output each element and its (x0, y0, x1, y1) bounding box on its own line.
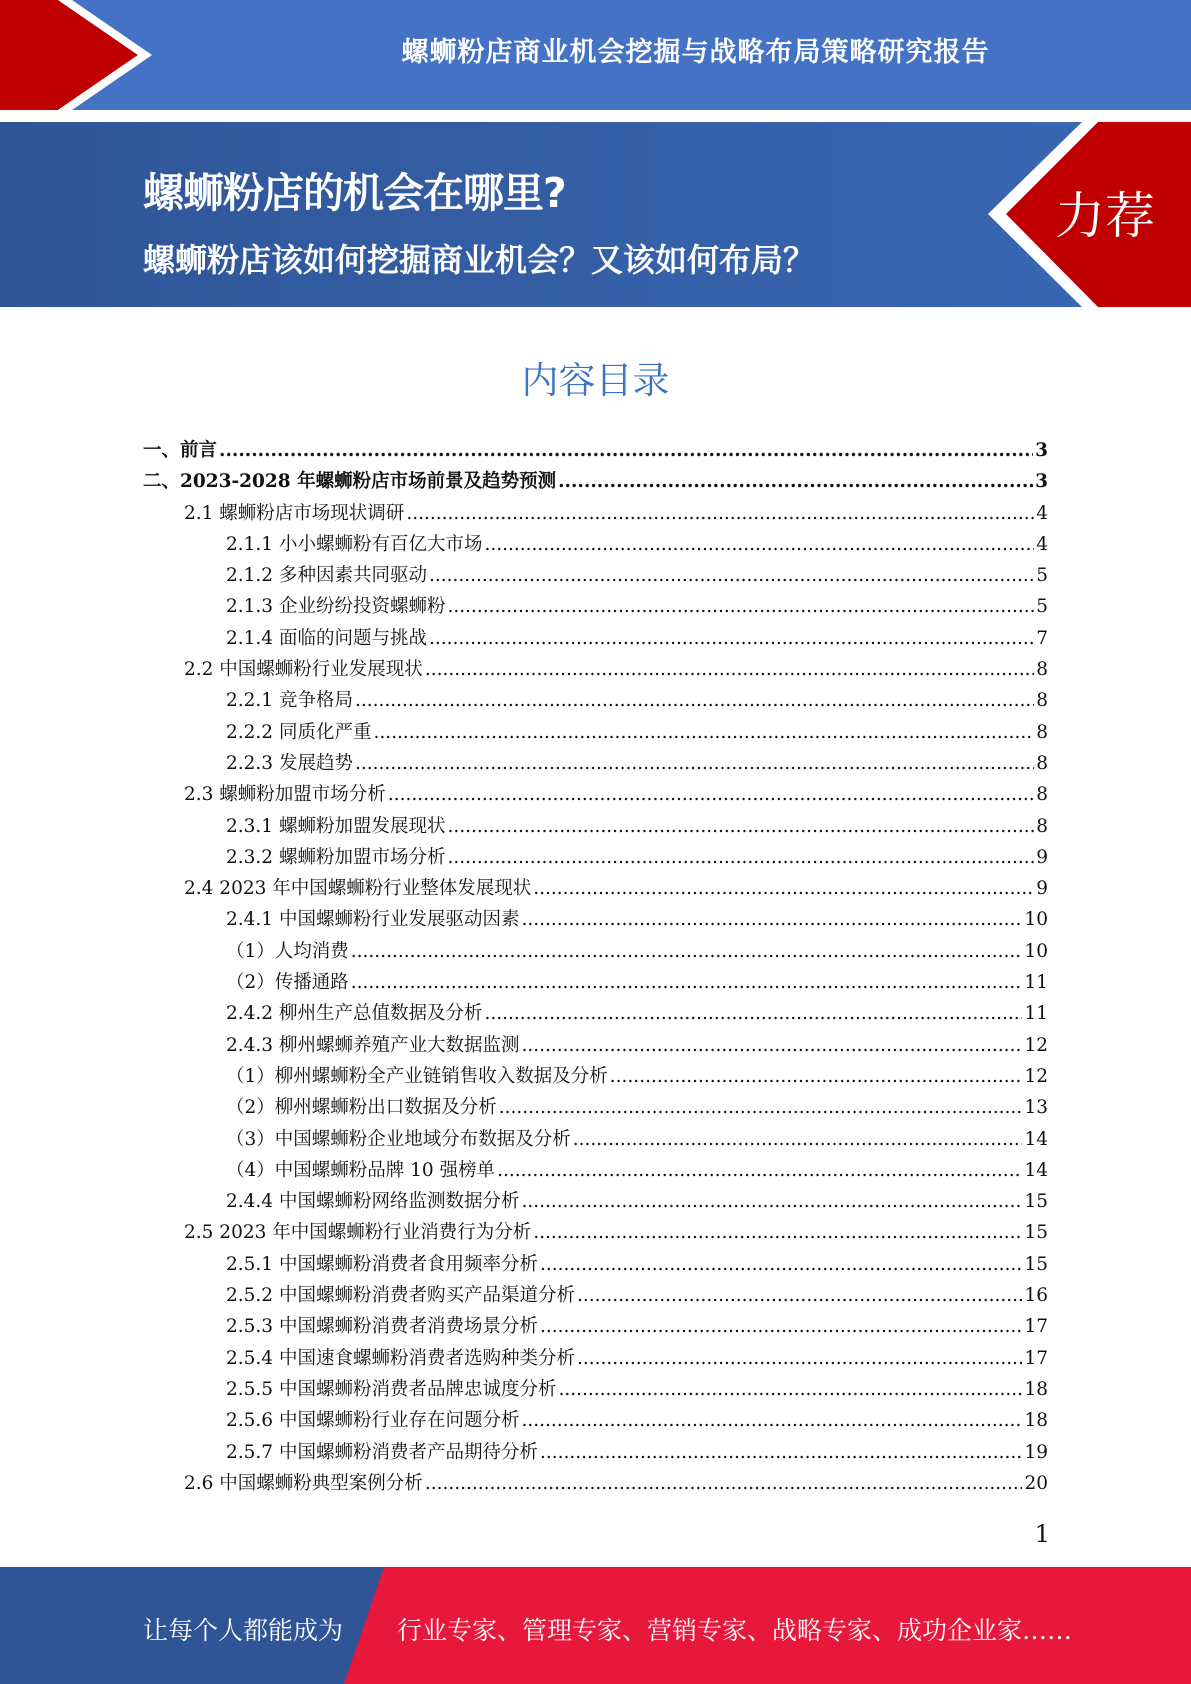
toc-entry[interactable] (143, 905, 1048, 936)
toc-entry-page: 8 (1036, 815, 1048, 837)
toc-entry[interactable] (143, 1093, 1048, 1124)
toc-entry[interactable] (143, 1375, 1048, 1406)
toc-leader-dots (351, 941, 1023, 962)
toc-entry-page: 4 (1036, 502, 1048, 524)
toc-leader-dots (425, 659, 1034, 680)
toc-entry-page: 15 (1024, 1253, 1048, 1275)
toc-entry-page: 10 (1024, 940, 1048, 962)
toc-entry-label: 2.4.3 柳州螺蛳养殖产业大数据监测 (226, 1034, 520, 1056)
toc-entry-label: （2）柳州螺蛳粉出口数据及分析 (226, 1097, 497, 1119)
toc-entry-page: 12 (1024, 1065, 1048, 1087)
toc-leader-dots (521, 1191, 1022, 1212)
toc-leader-dots (484, 534, 1034, 555)
toc-entry[interactable] (143, 1062, 1048, 1093)
toc-entry-page: 9 (1036, 878, 1048, 900)
toc-entry-page: 8 (1036, 659, 1048, 681)
toc-entry[interactable] (143, 1438, 1048, 1469)
toc-entry[interactable] (143, 1344, 1048, 1375)
toc-leader-dots (373, 722, 1034, 743)
toc-leader-dots (521, 1035, 1022, 1056)
toc-entry-label: （4）中国螺蛳粉品牌 10 强榜单 (226, 1159, 496, 1181)
toc-entry-label: 2.2 中国螺蛳粉行业发展现状 (184, 659, 423, 681)
toc-entry-page: 12 (1024, 1034, 1048, 1056)
toc-entry-page: 19 (1024, 1441, 1048, 1463)
toc-entry-page: 17 (1024, 1316, 1048, 1338)
toc-entry-label: 2.5.1 中国螺蛳粉消费者食用频率分析 (226, 1253, 538, 1275)
toc-entry-page: 17 (1024, 1347, 1048, 1369)
toc-leader-dots (351, 972, 1023, 993)
hero-question-2: 螺蛳粉店该如何挖掘商业机会？又该如何布局？ (143, 241, 816, 279)
toc-entry-page: 5 (1036, 596, 1048, 618)
toc-entry[interactable] (143, 561, 1048, 592)
toc-entry[interactable] (143, 686, 1048, 717)
toc-entry[interactable] (143, 1187, 1048, 1218)
toc-entry-page: 13 (1024, 1097, 1048, 1119)
toc-entry-page: 18 (1024, 1410, 1048, 1432)
table-of-contents (143, 436, 1048, 1500)
toc-entry[interactable] (143, 843, 1048, 874)
toc-entry-label: 2.5.2 中国螺蛳粉消费者购买产品渠道分析 (226, 1285, 575, 1307)
toc-entry-label: 二、2023-2028 年螺蛳粉店市场前景及趋势预测 (143, 471, 557, 493)
toc-leader-dots (540, 1254, 1022, 1275)
toc-leader-dots (484, 1003, 1022, 1024)
toc-entry-page: 5 (1036, 565, 1048, 587)
toc-entry-label: （1）柳州螺蛳粉全产业链销售收入数据及分析 (226, 1065, 608, 1087)
toc-entry[interactable] (143, 1312, 1048, 1343)
toc-entry-label: 2.1.3 企业纷纷投资螺蛳粉 (226, 596, 446, 618)
toc-entry-label: 2.2.1 竞争格局 (226, 690, 353, 712)
toc-entry[interactable] (143, 467, 1048, 498)
toc-leader-dots (447, 816, 1034, 837)
toc-entry-label: 2.4.4 中国螺蛳粉网络监测数据分析 (226, 1191, 520, 1213)
toc-entry[interactable] (143, 436, 1048, 467)
toc-entry-label: 2.5.6 中国螺蛳粉行业存在问题分析 (226, 1410, 520, 1432)
footer-slogan-left: 让每个人都能成为 (143, 1616, 344, 1645)
toc-leader-dots (447, 596, 1034, 617)
toc-leader-dots (425, 1473, 1023, 1494)
toc-entry-label: 2.3.2 螺蛳粉加盟市场分析 (226, 846, 446, 868)
toc-entry-label: （3）中国螺蛳粉企业地域分布数据及分析 (226, 1128, 571, 1150)
toc-entry-page: 8 (1036, 752, 1048, 774)
toc-leader-dots (573, 1129, 1023, 1150)
toc-leader-dots (447, 847, 1034, 868)
toc-entry-page: 16 (1024, 1285, 1048, 1307)
recommend-badge: 力荐 (1055, 187, 1155, 245)
toc-entry[interactable] (143, 1406, 1048, 1437)
toc-entry[interactable] (143, 874, 1048, 905)
toc-entry-label: （2）传播通路 (226, 972, 349, 994)
toc-entry-label: 2.3 螺蛳粉加盟市场分析 (184, 784, 386, 806)
toc-entry-label: 2.1.1 小小螺蛳粉有百亿大市场 (226, 533, 483, 555)
toc-entry[interactable] (143, 499, 1048, 530)
toc-entry-page: 10 (1024, 909, 1048, 931)
toc-entry[interactable] (143, 999, 1048, 1030)
toc-leader-dots (540, 1316, 1022, 1337)
hero-question-1: 螺蛳粉店的机会在哪里? (143, 169, 566, 217)
toc-entry-page: 11 (1024, 1003, 1048, 1025)
footer-slogan-right: 行业专家、管理专家、营销专家、战略专家、成功企业家…… (397, 1616, 1073, 1645)
toc-entry-page: 14 (1024, 1128, 1048, 1150)
toc-heading: 内容目录 (521, 359, 670, 402)
toc-entry[interactable] (143, 1218, 1048, 1249)
toc-entry-page: 11 (1024, 972, 1048, 994)
footer-banner (0, 1567, 1191, 1684)
hero-banner (0, 122, 1191, 307)
toc-leader-dots (558, 1379, 1022, 1400)
toc-entry-page: 8 (1036, 690, 1048, 712)
toc-leader-dots (540, 1442, 1022, 1463)
toc-entry[interactable] (143, 780, 1048, 811)
toc-entry-page: 3 (1035, 471, 1048, 493)
toc-entry-label: 2.4.2 柳州生产总值数据及分析 (226, 1003, 483, 1025)
toc-leader-dots (497, 1160, 1022, 1181)
toc-entry-page: 20 (1024, 1472, 1048, 1494)
toc-entry-page: 18 (1024, 1378, 1048, 1400)
toc-entry-page: 8 (1036, 784, 1048, 806)
toc-entry[interactable] (143, 530, 1048, 561)
toc-leader-dots (558, 471, 1033, 492)
toc-entry-page: 4 (1036, 533, 1048, 555)
toc-leader-dots (355, 753, 1034, 774)
toc-leader-dots (429, 565, 1034, 586)
toc-leader-dots (533, 878, 1034, 899)
toc-entry[interactable] (143, 1281, 1048, 1312)
toc-entry-label: 2.2.2 同质化严重 (226, 721, 372, 743)
toc-entry-label: 2.6 中国螺蛳粉典型案例分析 (184, 1472, 423, 1494)
toc-leader-dots (388, 784, 1034, 805)
toc-entry[interactable] (143, 624, 1048, 655)
toc-leader-dots (577, 1285, 1022, 1306)
toc-entry-page: 7 (1036, 627, 1048, 649)
toc-entry-page: 15 (1024, 1222, 1048, 1244)
toc-entry-label: 2.5.7 中国螺蛳粉消费者产品期待分析 (226, 1441, 538, 1463)
toc-entry[interactable] (143, 812, 1048, 843)
page-number: 1 (1034, 1520, 1050, 1548)
toc-leader-dots (577, 1348, 1022, 1369)
toc-leader-dots (406, 503, 1034, 524)
toc-entry-label: 2.4 2023 年中国螺蛳粉行业整体发展现状 (184, 878, 532, 900)
toc-entry[interactable] (143, 968, 1048, 999)
toc-entry-label: 2.5.5 中国螺蛳粉消费者品牌忠诚度分析 (226, 1378, 557, 1400)
toc-entry-label: 2.1 螺蛳粉店市场现状调研 (184, 502, 405, 524)
toc-leader-dots (521, 909, 1022, 930)
toc-entry-label: 2.5.4 中国速食螺蛳粉消费者选购种类分析 (226, 1347, 575, 1369)
toc-entry-page: 14 (1024, 1159, 1048, 1181)
toc-entry[interactable] (143, 718, 1048, 749)
toc-entry-page: 15 (1024, 1191, 1048, 1213)
toc-entry[interactable] (143, 655, 1048, 686)
toc-leader-dots (521, 1410, 1022, 1431)
toc-entry-label: 2.3.1 螺蛳粉加盟发展现状 (226, 815, 446, 837)
toc-entry[interactable] (143, 1125, 1048, 1156)
toc-entry[interactable] (143, 1156, 1048, 1187)
toc-entry[interactable] (143, 1250, 1048, 1281)
toc-entry[interactable] (143, 592, 1048, 623)
toc-leader-dots (355, 690, 1034, 711)
toc-entry-label: 2.5.3 中国螺蛳粉消费者消费场景分析 (226, 1316, 538, 1338)
toc-leader-dots (429, 628, 1034, 649)
toc-entry-label: 2.2.3 发展趋势 (226, 752, 353, 774)
toc-entry-label: 2.1.2 多种因素共同驱动 (226, 565, 427, 587)
toc-entry-page: 8 (1036, 721, 1048, 743)
toc-entry-label: 2.4.1 中国螺蛳粉行业发展驱动因素 (226, 909, 520, 931)
toc-entry[interactable] (143, 937, 1048, 968)
toc-entry-page: 3 (1035, 440, 1048, 461)
toc-entry[interactable] (143, 749, 1048, 780)
report-title: 螺蛳粉店商业机会挖掘与战略布局策略研究报告 (401, 37, 990, 68)
toc-entry-label: 一、前言 (143, 440, 218, 461)
toc-entry[interactable] (143, 1031, 1048, 1062)
toc-entry[interactable] (143, 1469, 1048, 1500)
toc-leader-dots (219, 440, 1033, 461)
toc-leader-dots (499, 1097, 1023, 1118)
toc-entry-label: 2.5 2023 年中国螺蛳粉行业消费行为分析 (184, 1222, 532, 1244)
toc-leader-dots (610, 1066, 1023, 1087)
toc-entry-page: 9 (1036, 846, 1048, 868)
toc-entry-label: 2.1.4 面临的问题与挑战 (226, 627, 427, 649)
top-banner (0, 0, 1191, 112)
toc-leader-dots (533, 1222, 1022, 1243)
toc-entry-label: （1）人均消费 (226, 940, 349, 962)
